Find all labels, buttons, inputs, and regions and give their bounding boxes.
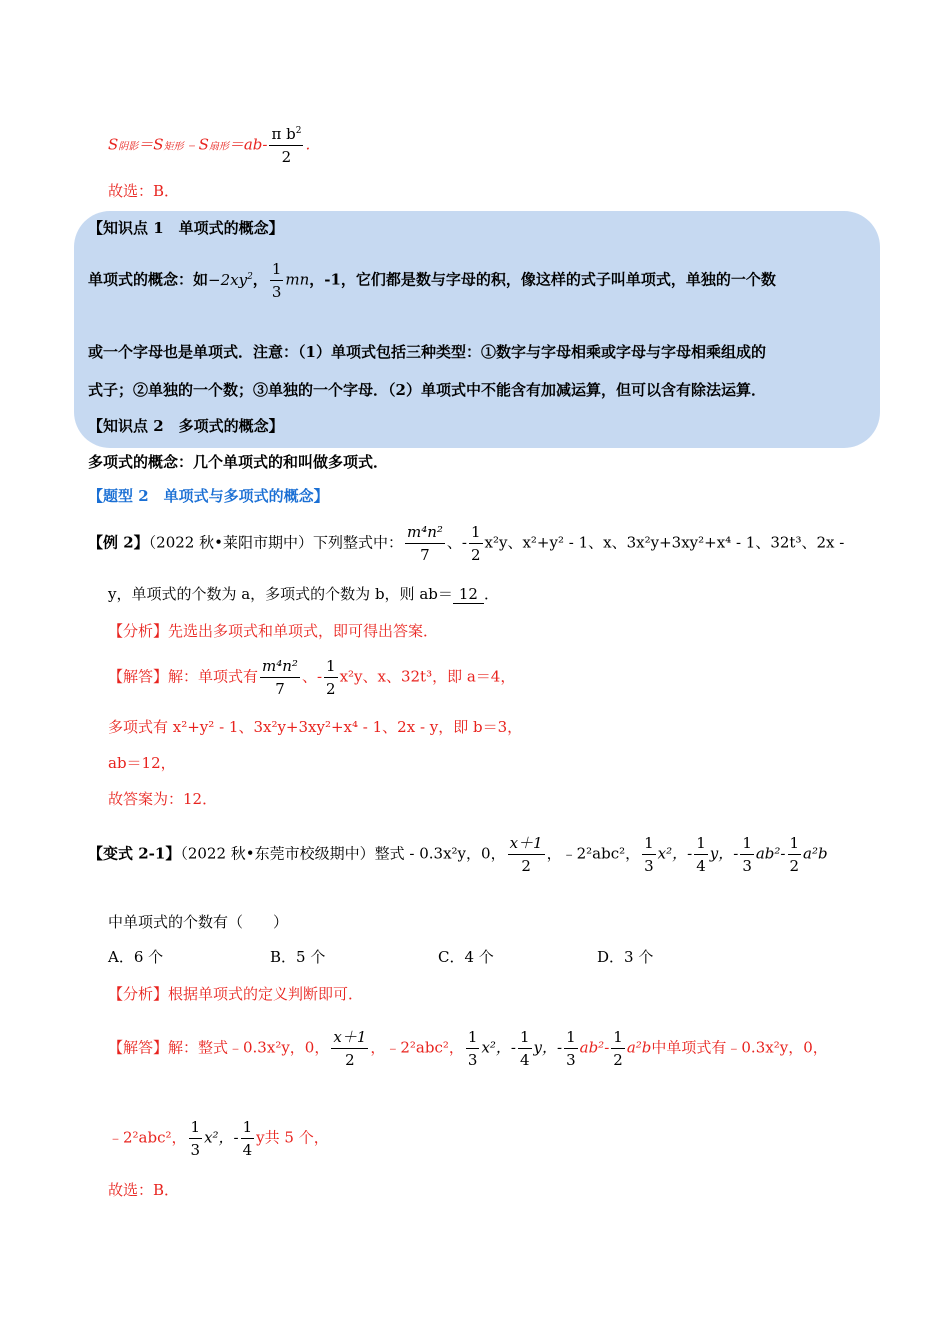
- option-c: C．4 个: [438, 948, 494, 966]
- k1-expr1: $-2xy^2$: [208, 270, 253, 289]
- area-formula: S阴影＝S矩形﹣S扇形＝ab- $\frac{\pi b^2}{2}$ .: [108, 125, 311, 166]
- k1-line3: 式子；②单独的一个数；③单独的一个字母．（2）单项式中不能含有加减运算，但可以含有除法运算．: [88, 381, 766, 399]
- option-d: D．3 个: [597, 948, 654, 966]
- k1-line2: 或一个字母也是单项式．注意：（1）单项式包括三种类型：①数字与字母相乘或字母与字母相乘组成的: [88, 343, 766, 361]
- option-b: B．5 个: [270, 948, 326, 966]
- example2-line2: y，单项式的个数为 a，多项式的个数为 b，则 ab＝ 12 ．: [108, 585, 499, 603]
- knowledge-box: [74, 211, 880, 448]
- example2-final: 故答案为：12．: [108, 790, 218, 808]
- variant-final: 故选：B．: [108, 1181, 180, 1199]
- example2-poly: 多项式有 x²+y² - 1、3x²y+3xy²+x⁴ - 1、2x - y，即 b＝3，: [108, 718, 523, 736]
- example2-analysis: 【分析】先选出多项式和单项式，即可得出答案．: [108, 622, 439, 640]
- k1-title: 【知识点 1 单项式的概念】: [88, 219, 284, 237]
- option-a: A．6 个: [108, 948, 164, 966]
- example2-line1: 【例 2】（2022 秋•莱阳市期中）下列整式中： $\frac{\text{m⁴n²}}{7}$ 、- $\frac{1}{2}$ x²y、x²+y² - 1、x、3x²y+3xy²+x⁴ - 1、32t³、2x -: [88, 523, 845, 564]
- example2-solution: 【解答】解：单项式有 $\frac{\text{m⁴n²}}{7}$ 、- $\frac{1}{2}$ x²y、x、32t³，即 a＝4，: [108, 657, 516, 698]
- prev-choice: 故选：B．: [108, 182, 180, 200]
- variant-question: 中单项式的个数有（ ）: [108, 913, 289, 931]
- variant-solution-line1: 【解答】解：整式﹣0.3x²y，0， $\frac{x+1}{2}$ ，﹣2²abc²， $\frac{1}{3}$ x²，- $\frac{1}{4}$ y，- $\frac{1}{3}$ ab²- $\frac{1}{2}$ a²b中单项式有﹣0.3x²y，0，: [108, 1028, 828, 1069]
- variant-line1: 【变式 2-1】（2022 秋•东莞市校级期中）整式 - 0.3x²y，0， $\frac{x+1}{2}$ ，﹣2²abc²， $\frac{1}{3}$ x²，- $\frac{1}{4}$ y，- $\frac{1}{3}$ ab²- $\frac{1}{2}$ a²b: [88, 834, 828, 875]
- example2-ab: ab＝12，: [108, 754, 176, 772]
- k2-title: 【知识点 2 多项式的概念】: [88, 417, 284, 435]
- answer-blank: 12: [453, 585, 484, 604]
- variant-analysis: 【分析】根据单项式的定义判断即可．: [108, 985, 364, 1003]
- type-title: 【题型 2 单项式与多项式的概念】: [88, 487, 329, 505]
- variant-solution-line2: ﹣2²abc²， $\frac{1}{3}$ x²，- $\frac{1}{4}$ y共 5 个，: [108, 1118, 329, 1159]
- k2-text: 多项式的概念：几个单项式的和叫做多项式．: [88, 453, 389, 471]
- k1-line1: 单项式的概念：如$-2xy^2$， $\frac{1}{3}$ mn，-1，它们都是数与字母的积，像这样的式子叫单项式，单独的一个数: [88, 260, 776, 301]
